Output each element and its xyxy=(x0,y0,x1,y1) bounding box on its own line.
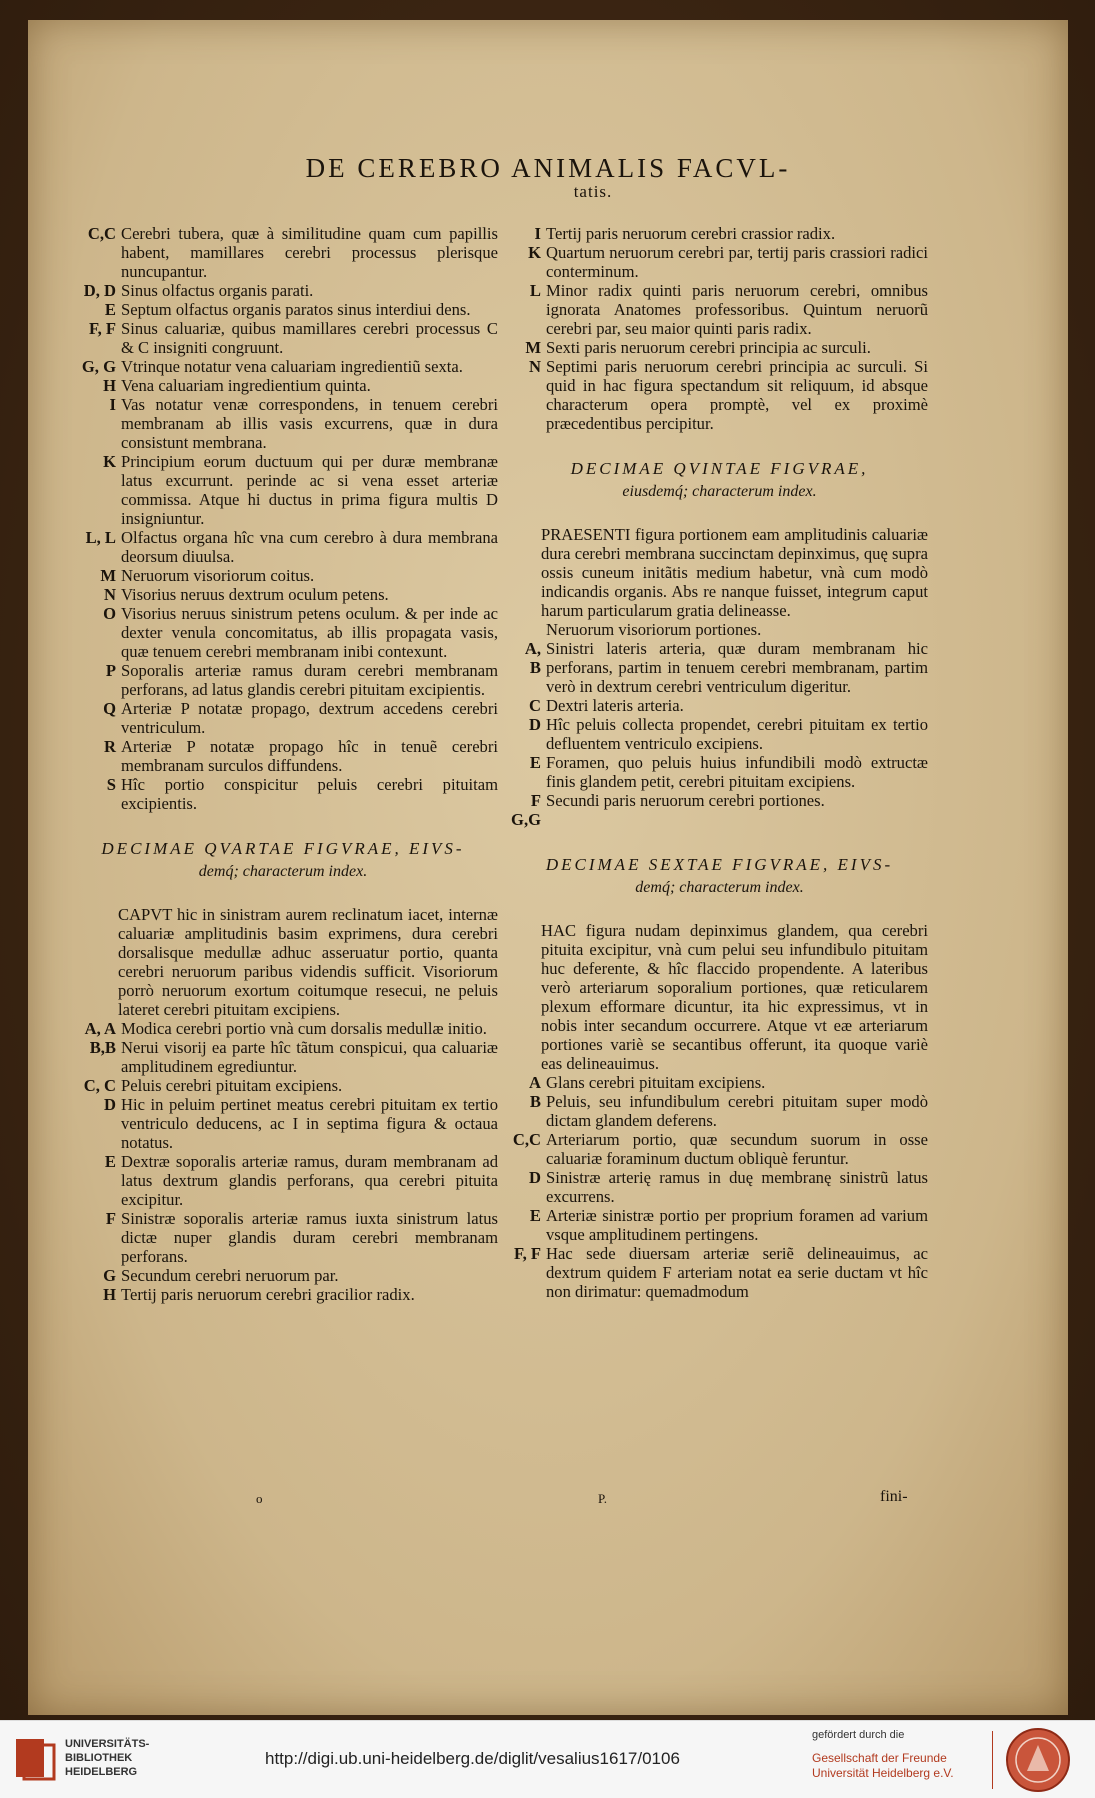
legend-entry xyxy=(511,224,928,243)
legend-key: K xyxy=(528,243,541,262)
figure-14-subheading: demq́; characterum index. xyxy=(198,863,368,880)
legend-key: C,C xyxy=(87,224,116,243)
legend-entry xyxy=(511,338,928,357)
legend-key: M xyxy=(525,338,541,357)
legend-text: Peluis cerebri pituitam excipiens. xyxy=(121,1076,343,1095)
legend-key: M xyxy=(100,566,116,585)
legend-key: K xyxy=(103,452,116,471)
legend-text: Arteriæ sinistræ portio per proprium foramen ad varium vsque amplitudinem pertingens. xyxy=(546,1206,928,1244)
legend-text: Cerebri tubera, quæ à similitudine quam cum papillis habent, mamillares cerebri processus plerisque nuncupantur. xyxy=(121,224,498,281)
left-entries-2 xyxy=(68,1019,498,1304)
legend-entry xyxy=(511,639,928,696)
legend-text: Minor radix quinti paris neruorum cerebri, omnibus ignorata Anatomes professoribus. Quintum neruorũ cerebri par, seu maior quinti paris radix. xyxy=(546,281,928,338)
legend-key: F xyxy=(105,1209,116,1228)
signature-left: o xyxy=(256,1491,263,1506)
legend-entry xyxy=(511,357,928,433)
legend-text: Visorius neruus sinistrum petens oculum. & per inde ac dexter venula concomitatus, ab illis propagata vasis, quæ tenuem cerebri membranam inibi contexunt. xyxy=(121,604,498,661)
legend-key: D xyxy=(529,715,541,734)
legend-key: C xyxy=(529,696,541,715)
legend-text: Sinistræ soporalis arteriæ ramus iuxta sinistrum latus dictæ nuper glandis duram cerebri membranam perforans. xyxy=(121,1209,498,1266)
legend-text: Secundum cerebri neruorum par. xyxy=(121,1266,339,1285)
legend-key: G xyxy=(103,1266,116,1285)
legend-text xyxy=(546,810,928,829)
legend-entry xyxy=(511,696,928,715)
legend-entry xyxy=(68,1209,498,1266)
legend-text: Soporalis arteriæ ramus duram cerebri membranam perforans, ad latus glandis cerebri pituitam excipientis. xyxy=(121,661,498,699)
legend-key: G,G xyxy=(511,810,541,829)
legend-text: Quartum neruorum cerebri par, tertij paris crassiori radici conterminum. xyxy=(546,243,928,281)
legend-key: E xyxy=(529,1206,541,1225)
legend-key: C, C xyxy=(83,1076,116,1095)
legend-key: B xyxy=(529,1092,541,1111)
legend-key: A, A xyxy=(84,1019,116,1038)
legend-entry xyxy=(511,1073,928,1092)
legend-entry xyxy=(511,281,928,338)
right-entries-1 xyxy=(511,224,928,433)
legend-entry xyxy=(68,1266,498,1285)
legend-text: Glans cerebri pituitam excipiens. xyxy=(546,1073,766,1092)
legend-entry xyxy=(68,395,498,452)
legend-key: A, B xyxy=(524,639,541,677)
legend-key: L xyxy=(529,281,541,300)
legend-text: Secundi paris neruorum cerebri portiones. xyxy=(546,791,825,810)
legend-entry xyxy=(68,319,498,357)
legend-entry xyxy=(68,1095,498,1152)
library-name[interactable] xyxy=(65,1737,149,1779)
legend-text: Nerui visorij ea parte hîc tãtum conspicui, qua caluariæ amplitudinem egrediuntur. xyxy=(121,1038,498,1076)
figure-16-heading: DECIMAE SEXTAE FIGVRAE, EIVS- xyxy=(545,855,894,874)
viewer-footer xyxy=(0,1720,1095,1798)
legend-key xyxy=(511,620,546,639)
legend-key: G, G xyxy=(81,357,116,376)
legend-text: Sinus olfactus organis parati. xyxy=(121,281,314,300)
legend-text: Peluis, seu infundibulum cerebri pituitam super modò dictam glandem deferens. xyxy=(546,1092,928,1130)
catchword: fini- xyxy=(880,1488,908,1505)
legend-key: S xyxy=(106,775,116,794)
legend-entry xyxy=(511,810,928,829)
legend-key: B,B xyxy=(89,1038,116,1057)
legend-key: E xyxy=(529,753,541,772)
legend-key: D xyxy=(529,1168,541,1187)
legend-key: N xyxy=(529,357,541,376)
legend-text: Sinistri lateris arteria, quæ duram membranam hic perforans, partim in tenuem cerebri membranam, partim verò in dextrum cerebri ventriculum digeritur. xyxy=(546,639,928,696)
legend-key: A xyxy=(529,1073,541,1092)
signature-right: P. xyxy=(598,1491,608,1506)
legend-text: Olfactus organa hîc vna cum cerebro à dura membrana deorsum diuulsa. xyxy=(121,528,498,566)
permalink-url[interactable]: http://digi.ub.uni-heidelberg.de/diglit/vesalius1617/0106 xyxy=(265,1749,680,1768)
figure-15-subheading: eiusdemq́; characterum index. xyxy=(622,483,817,500)
legend-key: L, L xyxy=(85,528,116,547)
legend-entry xyxy=(68,661,498,699)
legend-key: F xyxy=(530,791,541,810)
legend-text: Foramen, quo peluis huius infundibili modò extructæ finis glandem petit, cerebri pituitam excipiens. xyxy=(546,753,928,791)
legend-entry xyxy=(68,604,498,661)
legend-text: Neruorum visoriorum portiones. xyxy=(546,620,762,639)
legend-text: Septum olfactus organis paratos sinus interdiui dens. xyxy=(121,300,471,319)
legend-entry xyxy=(511,1130,928,1168)
legend-key: H xyxy=(103,1285,116,1304)
page-title-continuation: tatis. xyxy=(573,182,613,201)
legend-text: Sexti paris neruorum cerebri principia ac surculi. xyxy=(546,338,871,357)
legend-text: Vtrinque notatur vena caluariam ingredientiũ sexta. xyxy=(121,357,463,376)
legend-text: Hic in peluim pertinet meatus cerebri pituitam ex tertio ventriculo deducens, ac I in septima figura & octaua notatus. xyxy=(121,1095,498,1152)
legend-key: H xyxy=(103,376,116,395)
legend-key: P xyxy=(105,661,116,680)
right-entries-3 xyxy=(511,1073,928,1301)
library-name-line-2: BIBLIOTHEK xyxy=(65,1752,133,1764)
university-seal-icon[interactable] xyxy=(1005,1727,1071,1793)
legend-entry xyxy=(68,357,498,376)
page-title xyxy=(28,153,1068,202)
legend-entry xyxy=(68,1152,498,1209)
left-column xyxy=(68,224,498,1304)
legend-key: N xyxy=(104,585,116,604)
legend-entry xyxy=(68,1019,498,1038)
legend-text: Neruorum visoriorum coitus. xyxy=(121,566,315,585)
figure-15-heading: DECIMAE QVINTAE FIGVRAE, xyxy=(570,459,869,478)
left-entries-1 xyxy=(68,224,498,813)
legend-entry xyxy=(511,1092,928,1130)
legend-text: Tertij paris neruorum cerebri crassior radix. xyxy=(546,224,836,243)
legend-text: Dextræ soporalis arteriæ ramus, duram membranam ad latus dextrum glandis perforans, qua cerebri pituita excipitur. xyxy=(121,1152,498,1209)
ub-logo-icon[interactable] xyxy=(14,1735,58,1781)
legend-entry xyxy=(68,300,498,319)
book-page xyxy=(28,20,1068,1715)
legend-text: Arteriarum portio, quæ secundum suorum in osse caluariæ foraminum ductum obliquè feruntur. xyxy=(546,1130,928,1168)
legend-text: Principium eorum ductuum qui per duræ membranæ latus excurrunt. perinde ac si vena esset arteriæ commissa. Atque hi ductus in prima figura multis D insigniuntur. xyxy=(121,452,498,528)
legend-entry xyxy=(511,1168,928,1206)
library-name-line-1: UNIVERSITÄTS- xyxy=(65,1738,150,1750)
legend-text: Arteriæ P notatæ propago, dextrum accedens cerebri ventriculum. xyxy=(121,699,498,737)
legend-text: Vena caluariam ingredientium quinta. xyxy=(121,376,371,395)
legend-text: Hac sede diuersam arteriæ seriẽ delineauimus, ac dextrum quidem F arteriam notat ea serie ductam vt hîc non dirimatur: quemadmodum xyxy=(546,1244,928,1301)
legend-entry xyxy=(68,699,498,737)
legend-entry xyxy=(511,715,928,753)
legend-key: O xyxy=(103,604,116,623)
figure-15-description: PRAESENTI figura portionem eam amplitudinis caluariæ dura cerebri membrana succinctam depinximus, quę supra ossis cuneum initãtis medium habetur, vnà cum modò indicandis organis. Abs re nanque fuisset, integrum caput harum particularum gratia delineasse. xyxy=(541,525,928,620)
legend-entry xyxy=(511,791,928,810)
legend-key: C,C xyxy=(512,1130,541,1149)
legend-text: Tertij paris neruorum cerebri gracilior radix. xyxy=(121,1285,415,1304)
right-column xyxy=(511,224,928,1301)
legend-text: Visorius neruus dextrum oculum petens. xyxy=(121,585,389,604)
legend-text: Hîc portio conspicitur peluis cerebri pituitam excipientis. xyxy=(121,775,498,813)
library-name-line-3: HEIDELBERG xyxy=(65,1766,138,1778)
legend-entry xyxy=(511,1206,928,1244)
legend-entry xyxy=(68,737,498,775)
legend-entry xyxy=(68,376,498,395)
legend-entry xyxy=(68,452,498,528)
figure-16-subheading: demq́; characterum index. xyxy=(635,879,804,896)
legend-entry xyxy=(68,1038,498,1076)
legend-text: Vas notatur venæ correspondens, in tenuem cerebri membranam ab illis vasis excurrens, quæ in dura consistunt membrana. xyxy=(121,395,498,452)
legend-entry xyxy=(68,585,498,604)
legend-text: Dextri lateris arteria. xyxy=(546,696,684,715)
legend-entry xyxy=(68,1285,498,1304)
legend-key: E xyxy=(104,1152,116,1171)
sponsor-lead-text: gefördert durch die xyxy=(812,1729,905,1741)
legend-entry xyxy=(68,566,498,585)
sponsor-line-1: Gesellschaft der Freunde xyxy=(812,1751,947,1765)
legend-text: Sinus caluariæ, quibus mamillares cerebri processus C & C insigniti congruunt. xyxy=(121,319,498,357)
sponsor-name[interactable] xyxy=(812,1751,954,1781)
legend-text: Septimi paris neruorum cerebri principia ac surculi. Si quid in hac figura spectandum sit reliquum, id absque characterum opera promptè, vel ex proximè præcedentibus percipitur. xyxy=(546,357,928,433)
legend-key: R xyxy=(104,737,116,756)
right-entries-2 xyxy=(511,620,928,829)
figure-16-description: HAC figura nudam depinximus glandem, qua cerebri pituita excipitur, vnà cum pelui seu infundibulo pituitam huc deferente, & hîc flaccido propendente. A lateribus verò arteriarum soporalium portiones, quæ reticularem plexum efformare dicuntur, ita hic expressimus, vt in nobis inter secandum occurrere. Atque vt eæ arteriarum portiones variè se secantibus offerunt, ita quoque variè eas delineauimus. xyxy=(541,921,928,1073)
legend-key: D xyxy=(104,1095,116,1114)
footer-divider xyxy=(992,1731,993,1789)
legend-key: I xyxy=(534,224,541,243)
legend-key: F, F xyxy=(513,1244,541,1263)
page-title-main: DE CEREBRO ANIMALIS FACVL- xyxy=(305,153,791,183)
legend-entry xyxy=(68,1076,498,1095)
legend-text: Sinistræ arterię ramus in duę membranę sinistrũ latus excurrens. xyxy=(546,1168,928,1206)
legend-entry xyxy=(511,753,928,791)
legend-key: E xyxy=(104,300,116,319)
legend-entry xyxy=(511,243,928,281)
legend-text: Modica cerebri portio vnà cum dorsalis medullæ initio. xyxy=(121,1019,487,1038)
legend-key: D, D xyxy=(83,281,116,300)
legend-text: Hîc peluis collecta propendet, cerebri pituitam ex tertio defluentem ventriculo excipiens. xyxy=(546,715,928,753)
legend-key: Q xyxy=(103,699,116,718)
legend-text: Arteriæ P notatæ propago hîc in tenuẽ cerebri membranam surculos diffundens. xyxy=(121,737,498,775)
legend-entry xyxy=(68,224,498,281)
legend-key: I xyxy=(109,395,116,414)
legend-entry xyxy=(511,620,928,639)
legend-entry xyxy=(511,1244,928,1301)
legend-entry xyxy=(68,528,498,566)
legend-key: F, F xyxy=(88,319,116,338)
figure-14-heading: DECIMAE QVARTAE FIGVRAE, EIVS- xyxy=(101,839,465,858)
sponsor-line-2: Universität Heidelberg e.V. xyxy=(812,1766,954,1780)
legend-entry xyxy=(68,281,498,300)
figure-14-description: CAPVT hic in sinistram aurem reclinatum iacet, internæ caluariæ amplitudinis basim exprimens, dura cerebri dorsalisque medullæ adhuc asseruatur portio, quanta cerebri neruorum paribus videndis sufficit. Visoriorum porrò neruorum exortum coitumque resecui, ne peluis lateret cerebri pituitam excipiens. xyxy=(118,905,498,1019)
legend-entry xyxy=(68,775,498,813)
